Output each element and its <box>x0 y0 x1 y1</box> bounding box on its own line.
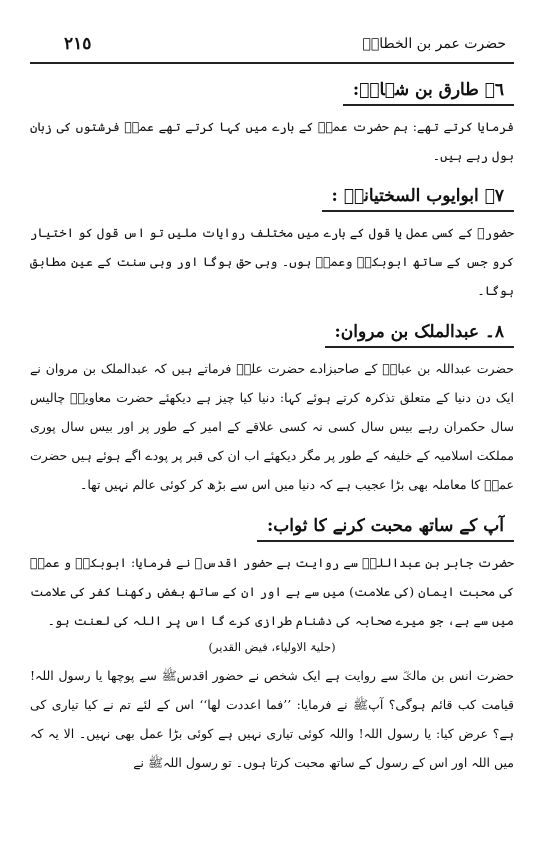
paragraph: حضورﷺ کے کسی عمل یا قول کے بارے میں مختلف روایات ملیں تو اس قول کو اختیار کرو جس کے ساتھ ابوبکرؓ وعمرؓ ہوں۔ وہی حق ہوگا اور وہی سنت کے عین مطابق ہوگا۔ <box>30 225 514 298</box>
running-title: حضرت عمر بن الخطابؓ <box>362 36 506 52</box>
reference-citation: (حلیۃ الاولیاء، فیض القدیر) <box>208 640 336 654</box>
section-heading-abdul-malik: ٨۔ عبدالملک بن مروان: <box>325 313 514 348</box>
section-heading-ayyub-sakhtiyani: ٧۔ ابوایوب السختیانیؒ : <box>322 178 514 212</box>
section-heading-tariq-bin-shihab: ٦۔ طارق بن شہابؒ: <box>343 72 514 106</box>
paragraph: حضرت عبداللہ بن عباسؓ کے صاحبزادے حضرت علیؒ فرماتے ہیں کہ عبدالملک بن مروان نے ایک دن دنیا کے متعلق تذکرہ کرتے ہوئے کہا: دنیا کیا چیز ہے دیکھئے حضرت معاویہؓ چالیس سال حکمران رہے بیس سال کسی نہ کسی علاقے کے امیر کے طور پر اور بیس سال پوری مملکت اسلامیہ کے خلیفہ کے طور پر مگر دیکھئے اب ان کی قبر پر پودے اگے ہوئے ہیں حضرت عمرؓ کا معاملہ بھی بڑا عجیب ہے کہ دنیا میں اس سے بڑھ کر کوئی عالم نہیں تھا۔ <box>30 361 514 492</box>
paragraph: فرمایا کرتے تھے: ہم حضرت عمرؓ کے بارے میں کہا کرتے تھے عمرؓ فرشتوں کی زبان بول رہے ہیں۔ <box>30 119 514 163</box>
page-header <box>30 28 514 64</box>
page-number: ٢١٥ <box>64 34 92 54</box>
section-heading-reward-of-love: آپ کے ساتھ محبت کرنے کا ثواب: <box>257 507 514 542</box>
paragraph: حضرت انس بن مالکؓ سے روایت ہے ایک شخص نے حضور اقدسﷺ سے پوچھا یا رسول اللہ! قیامت کب قائم ہوگی؟ آپﷺ نے فرمایا: ’’فما اعددت لھا‘‘ اس کے لئے تم نے کیا تیاری کی ہے؟ عرض کیا: یا رسول اللہ! واللہ کوئی تیاری نہیں ہے کوئی بڑا عمل بھی نہیں۔ الا یہ کہ میں اللہ اور اس کے رسول کے ساتھ محبت کرتا ہوں۔ تو رسول اللہﷺ نے <box>30 668 514 770</box>
page-body <box>30 66 514 779</box>
paragraph: حضرت جابر بن عبداللہؓ سے روایت ہے حضور اقدسﷺ نے فرمایا: ابوبکرؓ و عمرؓ کی محبت ایمان (کی علامت) میں سے ہے اور ان کے ساتھ بغض رکھنا کفر کی علامت میں سے ہے، جو میرے صحابہ کی دشنام طرازی کرے گا اس پر اللہ کی لعنت ہو۔ <box>30 555 514 628</box>
